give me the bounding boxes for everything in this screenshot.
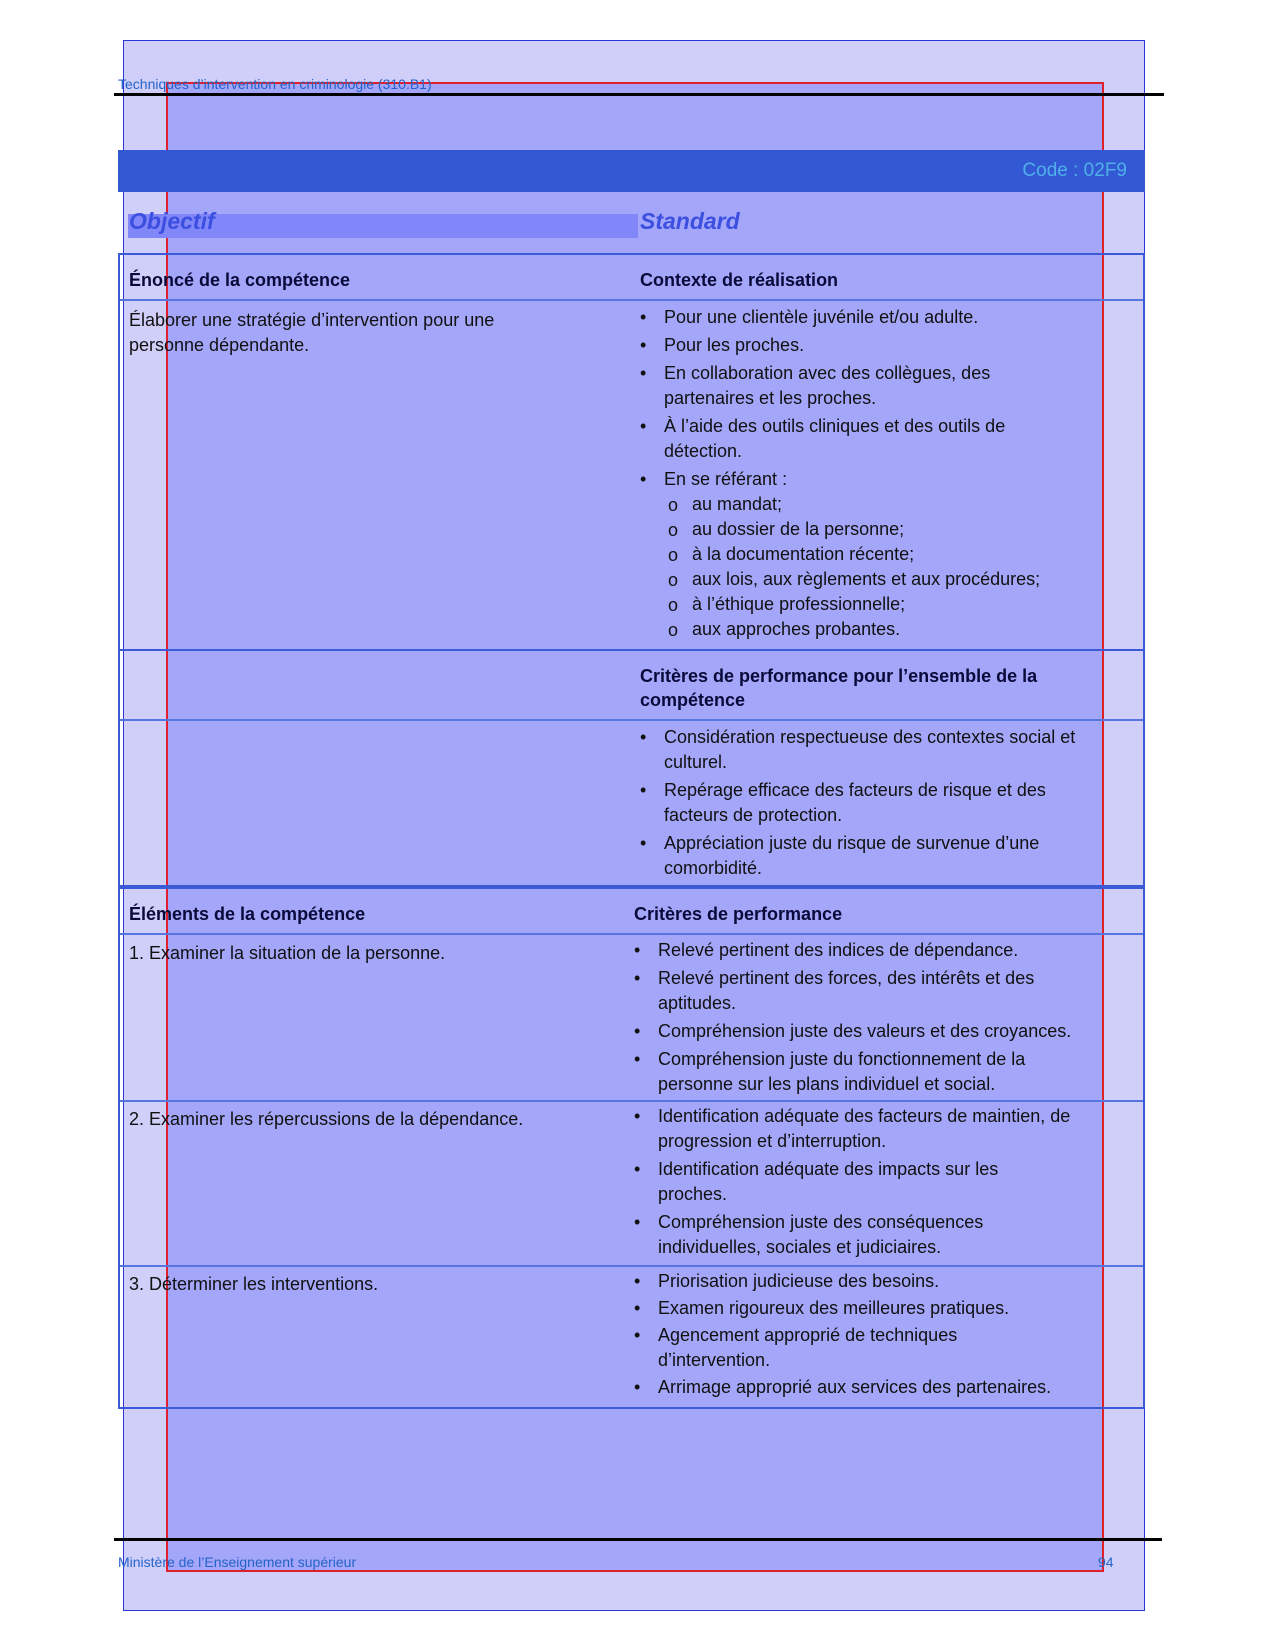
page-number: 94 [1098, 1554, 1114, 1570]
critere-item: • Identification adéquate des facteurs de maintien, de progression et d’interruption. [634, 1104, 1140, 1154]
footer-rule [114, 1538, 1162, 1541]
references-list [640, 492, 1140, 642]
program-header: Techniques d’intervention en criminologie (310.B1) [118, 76, 432, 92]
critere-item: • Repérage efficace des facteurs de risque et des facteurs de protection. [640, 778, 1104, 828]
row-divider [118, 885, 1145, 889]
critere-item: • Relevé pertinent des indices de dépendance. [634, 938, 1140, 963]
critere-item: • Appréciation juste du risque de survenue d’une comorbidité. [640, 831, 1094, 881]
enonce-line: personne dépendante. [129, 335, 310, 355]
criteres-performance-title: Critères de performance [634, 904, 843, 924]
critere-item: • Compréhension juste des conséquences individuelles, sociales et judiciaires. [634, 1210, 1048, 1260]
ministry-footer: Ministère de l’Enseignement supérieur [118, 1554, 357, 1570]
contexte-title: Contexte de réalisation [640, 270, 839, 290]
contexte-list [640, 305, 1140, 642]
contexte-item: • Pour une clientèle juvénile et/ou adulte. [640, 305, 1140, 330]
reference-item: o au mandat; [668, 492, 1140, 517]
header-rule [114, 93, 1164, 96]
element-3-criteres [634, 1269, 1140, 1400]
contexte-item: • Pour les proches. [640, 333, 1140, 358]
enonce-title: Énoncé de la compétence [129, 270, 351, 290]
table-left-border [118, 253, 120, 1409]
contexte-item: • À l’aide des outils cliniques et des outils de détection. [640, 414, 1084, 464]
element-2: 2. Examiner les répercussions de la dépendance. [129, 1109, 524, 1129]
competency-code: Code : 02F9 [1022, 160, 1127, 181]
enonce-line: Élaborer une stratégie d’intervention pour une [129, 310, 495, 330]
elements-title: Éléments de la compétence [129, 904, 366, 924]
element-3: 3. Déterminer les interventions. [129, 1274, 379, 1294]
reference-item: o aux approches probantes. [668, 617, 1140, 642]
critere-item: • Examen rigoureux des meilleures pratiques. [634, 1296, 1140, 1321]
row-divider [118, 299, 1145, 301]
reference-item: o à la documentation récente; [668, 542, 1140, 567]
element-1: 1. Examiner la situation de la personne. [129, 943, 446, 963]
contexte-item: • En collaboration avec des collègues, des partenaires et les proches. [640, 361, 1069, 411]
critere-item: • Priorisation judicieuse des besoins. [634, 1269, 1140, 1294]
contexte-item: • En se référant : [640, 467, 1140, 492]
critere-item: • Arrimage approprié aux services des partenaires. [634, 1375, 1140, 1400]
row-divider [118, 649, 1145, 651]
critere-item: • Considération respectueuse des contextes social et culturel. [640, 725, 1138, 775]
criteres-ensemble-title: Critères de performance pour l’ensemble de la compétence [640, 666, 1038, 710]
reference-item: o à l’éthique professionnelle; [668, 592, 1140, 617]
reference-item: o aux lois, aux règlements et aux procédures; [668, 567, 1140, 592]
table-bottom-border [118, 1407, 1145, 1409]
reference-item: o au dossier de la personne; [668, 517, 1140, 542]
table-top-border [118, 253, 1145, 255]
table-right-border [1143, 253, 1145, 1409]
critere-item: • Relevé pertinent des forces, des intérêts et des aptitudes. [634, 966, 1098, 1016]
enonce-text [129, 308, 609, 358]
critere-item: • Identification adéquate des impacts sur les proches. [634, 1157, 1068, 1207]
standard-heading: Standard [640, 208, 740, 234]
code-bar [118, 150, 1145, 192]
critere-item: • Compréhension juste du fonctionnement de la personne sur les plans individuel et social. [634, 1047, 1088, 1097]
element-2-criteres [634, 1104, 1140, 1260]
row-divider [118, 1265, 1145, 1267]
row-divider [118, 933, 1145, 935]
row-divider [118, 719, 1145, 721]
objectif-heading: Objectif [129, 208, 215, 234]
element-1-criteres [634, 938, 1140, 1097]
row-divider [118, 1100, 1145, 1102]
critere-item: • Compréhension juste des valeurs et des croyances. [634, 1019, 1140, 1044]
criteres-ensemble-list [640, 725, 1138, 881]
critere-item: • Agencement approprié de techniques d’intervention. [634, 1323, 1018, 1373]
